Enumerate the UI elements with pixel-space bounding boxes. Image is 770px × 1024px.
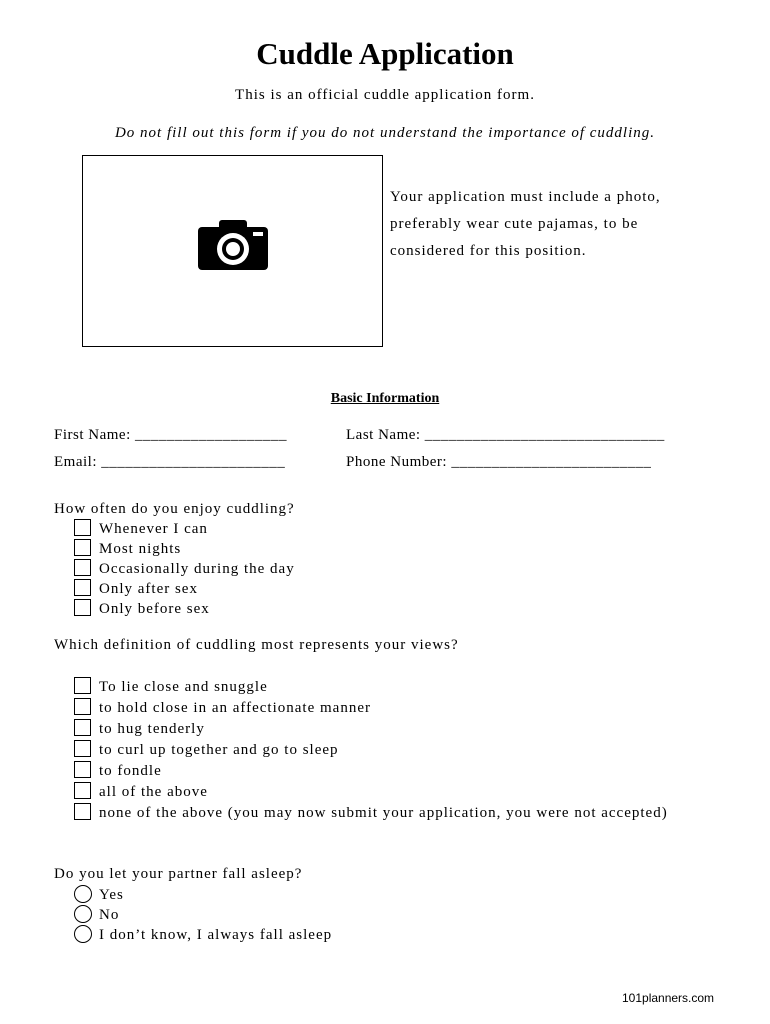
option-label: to hug tenderly — [99, 721, 205, 737]
checkbox[interactable] — [74, 519, 91, 536]
footer-credit: 101planners.com — [622, 991, 715, 1005]
option-label: I don’t know, I always fall asleep — [99, 927, 333, 943]
camera-icon — [197, 219, 269, 271]
checkbox[interactable] — [74, 559, 91, 576]
checkbox[interactable] — [74, 539, 91, 556]
definition-option-6[interactable] — [74, 782, 208, 802]
option-label: Whenever I can — [99, 521, 208, 537]
definition-option-1[interactable] — [74, 677, 268, 697]
asleep-option-no[interactable] — [74, 905, 119, 925]
option-label: all of the above — [99, 784, 208, 800]
asleep-option-dont-know[interactable] — [74, 925, 332, 945]
frequency-option-1[interactable] — [74, 519, 208, 539]
intro-text: This is an official cuddle application form. — [235, 87, 535, 103]
option-label: Only before sex — [99, 601, 210, 617]
first-name-field[interactable]: First Name: ___________________ — [54, 427, 287, 443]
phone-field[interactable]: Phone Number: _________________________ — [346, 454, 652, 470]
option-label: Yes — [99, 887, 124, 903]
warning-text: Do not fill out this form if you do not understand the importance of cuddling. — [114, 125, 656, 141]
checkbox[interactable] — [74, 761, 91, 778]
option-label: to hold close in an affectionate manner — [99, 700, 371, 716]
definition-option-7[interactable] — [74, 803, 749, 823]
frequency-option-3[interactable] — [74, 559, 295, 579]
frequency-option-5[interactable] — [74, 599, 210, 619]
definition-option-2[interactable] — [74, 698, 371, 718]
basic-info-heading: Basic Information — [330, 391, 440, 406]
option-label: to curl up together and go to sleep — [99, 742, 339, 758]
last-name-field[interactable]: Last Name: ______________________________ — [346, 427, 665, 443]
option-label: To lie close and snuggle — [99, 679, 268, 695]
option-label: No — [99, 907, 120, 923]
email-field[interactable]: Email: _______________________ — [54, 454, 286, 470]
photo-instructions: Your application must include a photo, preferably wear cute pajamas, to be considered for this position. — [390, 189, 661, 259]
checkbox[interactable] — [74, 677, 91, 694]
frequency-option-2[interactable] — [74, 539, 181, 559]
definition-option-4[interactable] — [74, 740, 339, 760]
photo-upload-box[interactable] — [82, 155, 383, 347]
definition-option-3[interactable] — [74, 719, 205, 739]
option-label: Most nights — [99, 541, 182, 557]
fall-asleep-question: Do you let your partner fall asleep? — [54, 866, 303, 882]
checkbox[interactable] — [74, 803, 91, 820]
option-label: to fondle — [99, 763, 162, 779]
radio-button[interactable] — [74, 905, 92, 923]
checkbox[interactable] — [74, 599, 91, 616]
cuddle-frequency-question: How often do you enjoy cuddling? — [54, 501, 295, 517]
checkbox[interactable] — [74, 719, 91, 736]
radio-button[interactable] — [74, 925, 92, 943]
radio-button[interactable] — [74, 885, 92, 903]
checkbox[interactable] — [74, 782, 91, 799]
checkbox[interactable] — [74, 740, 91, 757]
option-label: Only after sex — [99, 581, 198, 597]
definition-option-5[interactable] — [74, 761, 162, 781]
checkbox[interactable] — [74, 698, 91, 715]
option-label: none of the above (you may now submit your application, you were not accepted) — [99, 805, 668, 821]
definition-question: Which definition of cuddling most represents your views? — [54, 637, 459, 653]
checkbox[interactable] — [74, 579, 91, 596]
asleep-option-yes[interactable] — [74, 885, 124, 905]
page-title: Cuddle Application — [256, 36, 514, 71]
frequency-option-4[interactable] — [74, 579, 198, 599]
option-label: Occasionally during the day — [99, 561, 295, 577]
